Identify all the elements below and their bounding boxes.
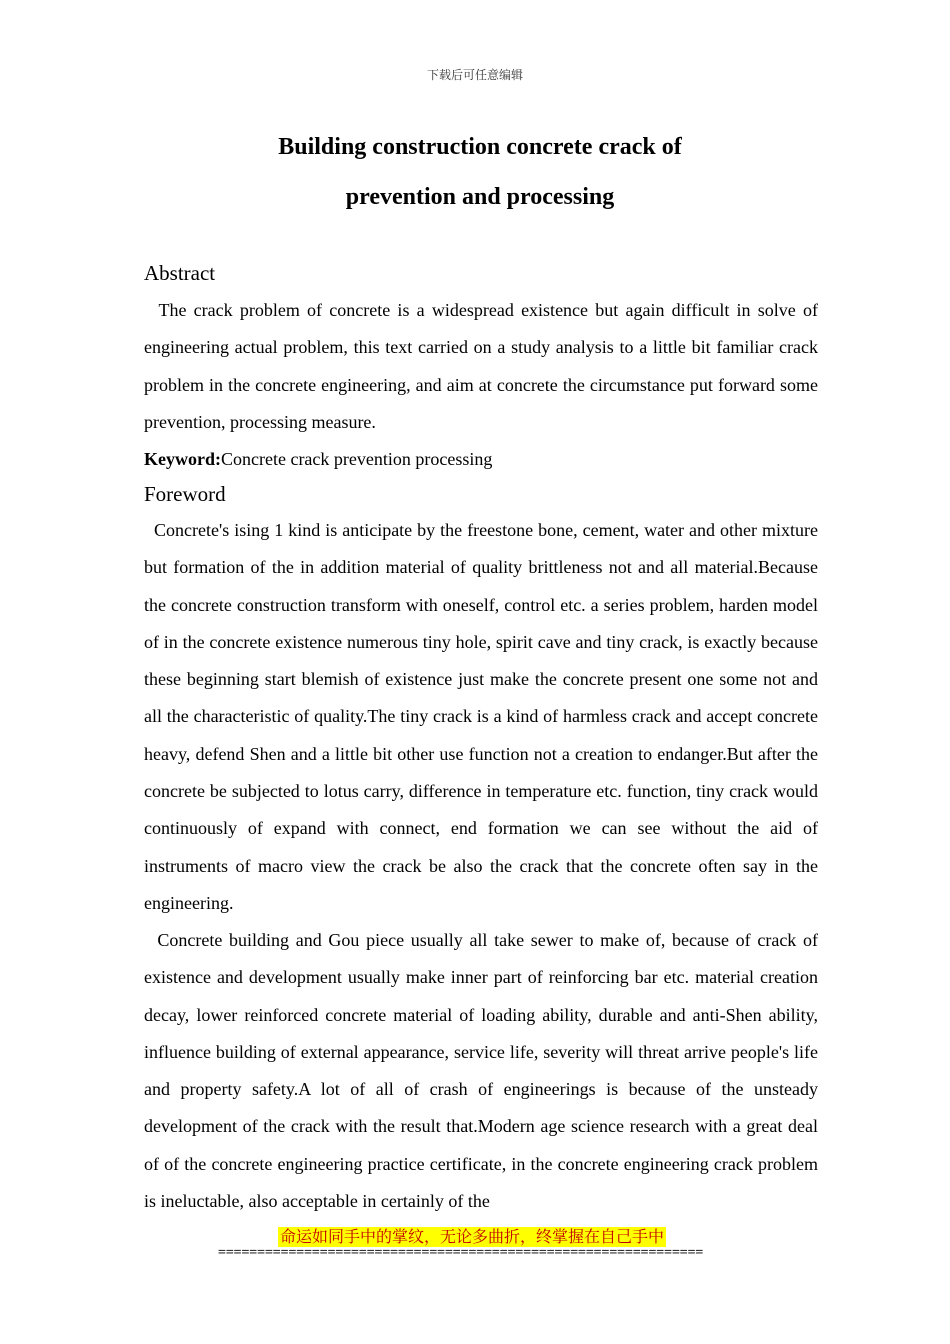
- footer-rule: ==============================================================: [218, 1245, 704, 1260]
- foreword-heading: Foreword: [144, 482, 226, 506]
- header-note: 下载后可任意编辑: [426, 68, 523, 82]
- abstract-heading: Abstract: [144, 261, 216, 285]
- foreword-paragraph-1: Concrete's ising 1 kind is anticipate by the freestone bone, cement, water and other mixture but formation of the in addition material of quality brittleness not and all material.Because the concrete construction transform with oneself, control etc. a series problem, harden model of in the concrete existence numerous tiny hole, spirit cave and tiny crack, is exactly because these beginning start blemish of existence just make the concrete present one some not and all the characteristic of quality.The tiny crack is a kind of harmless crack and accept concrete heavy, defend Shen and a little bit other use function not a creation to endanger.But after the concrete be subjected to lotus carry, difference in temperature etc. function, tiny crack would continuously of expand with connect, end formation we can see without the aid of instruments of macro view the crack be also the crack that the concrete often say in the engineering.: [144, 520, 818, 913]
- footer-slogan: 命运如同手中的掌纹，无论多曲折，终掌握在自己手中: [280, 1227, 665, 1246]
- keyword-text: Concrete crack prevention processing: [220, 449, 493, 469]
- foreword-paragraph-2: Concrete building and Gou piece usually all take sewer to make of, because of crack of existence and development usually make inner part of reinforcing bar etc. material creation decay, lower reinforced concrete material of loading ability, durable and anti-Shen ability, influence building of external appearance, service life, severity will threat arrive people's life and property safety.A lot of all of crash of engineerings is because of the unsteady development of the crack with the result that.Modern age science research with a great deal of of the concrete engineering practice certificate, in the concrete engineering crack problem is ineluctable, also acceptable in certainly of the: [144, 930, 818, 1212]
- keyword-line: [144, 446, 492, 472]
- title-line-2: prevention and processing: [345, 184, 615, 210]
- title-line-1: Building construction concrete crack of: [278, 134, 682, 160]
- keyword-label: Keyword:: [144, 449, 221, 469]
- abstract-paragraph: The crack problem of concrete is a widespread existence but again difficult in solve of engineering actual problem, this text carried on a study analysis to a little bit familiar crack problem in the concrete engineering, and aim at concrete the circumstance put forward some prevention, processing measure.: [144, 300, 818, 432]
